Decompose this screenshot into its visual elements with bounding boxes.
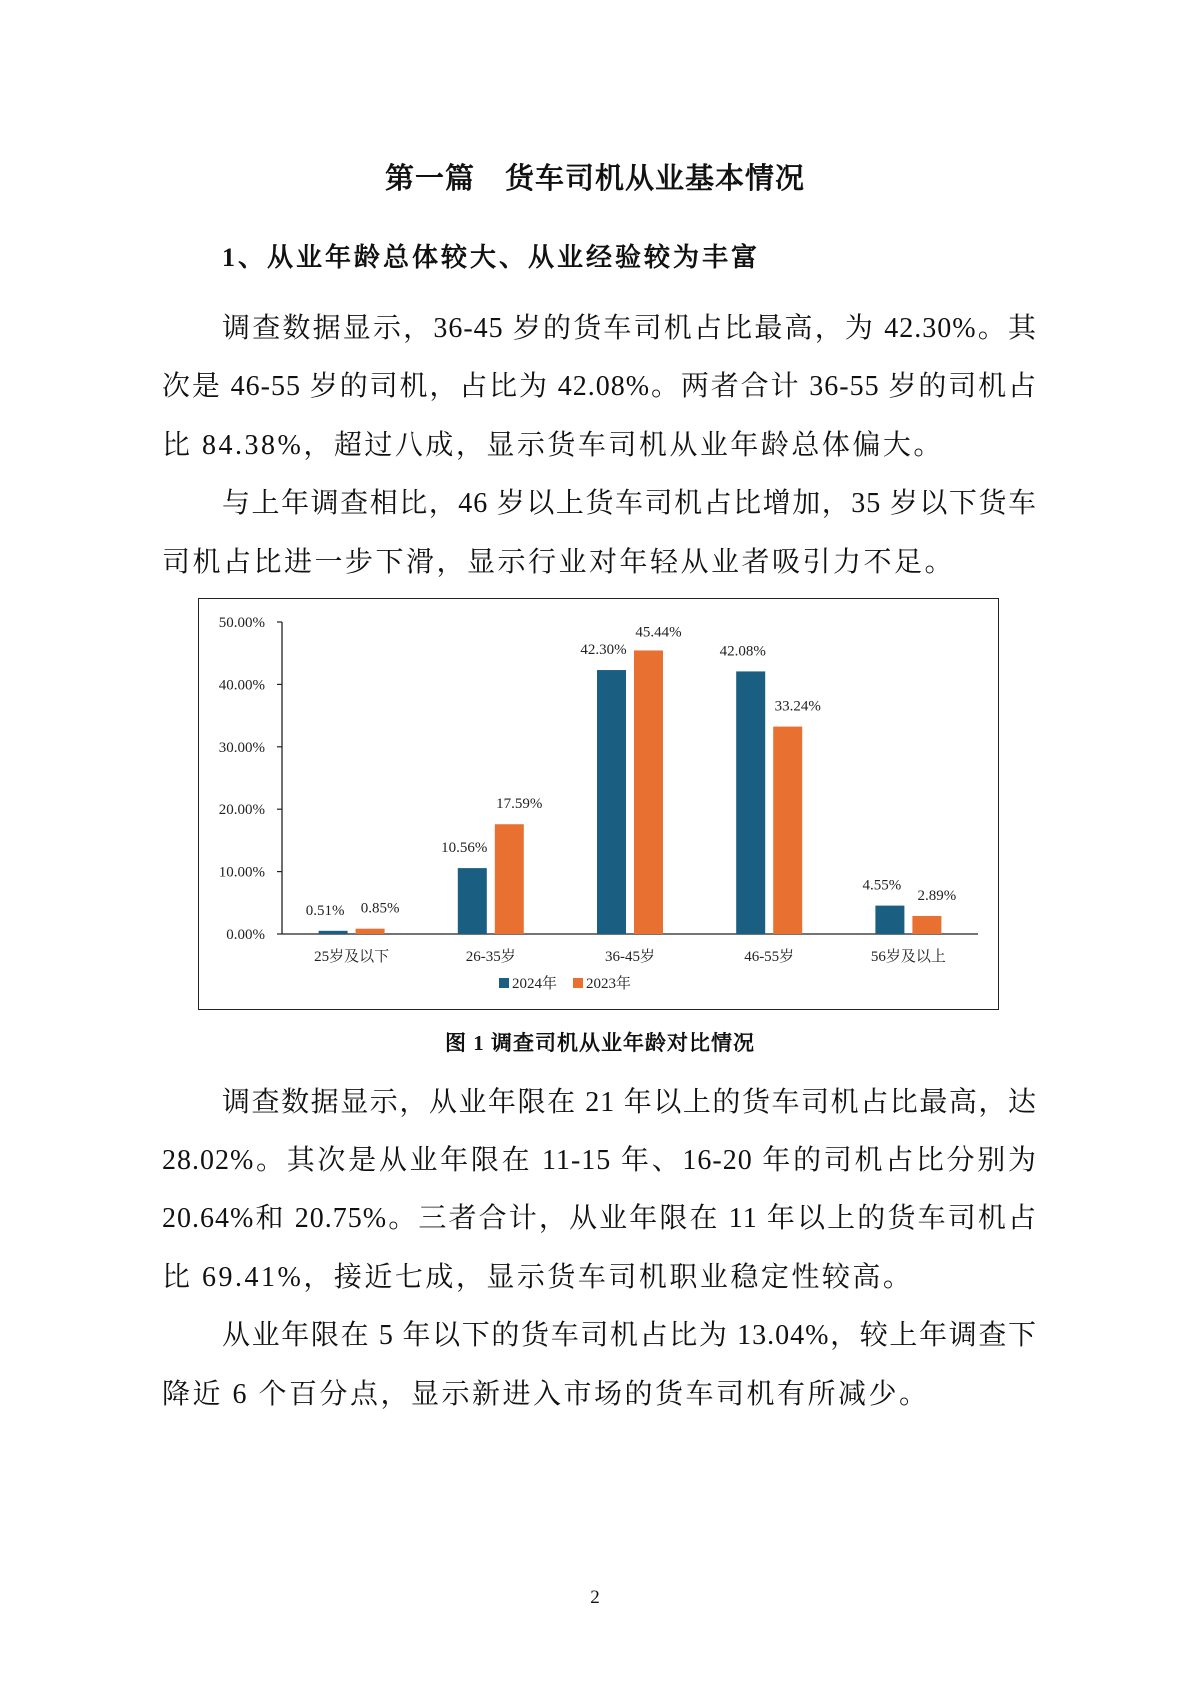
page-number: 2	[590, 1587, 600, 1608]
y-tick-label: 10.00%	[218, 864, 265, 881]
paragraph-line: 28.02%。其次是从业年限在 11-15 年、16-20 年的司机占比分别为	[162, 1145, 1037, 1176]
y-tick-label: 50.00%	[218, 615, 265, 631]
legend-label: 2024年	[512, 976, 558, 992]
bar-2023年	[495, 824, 524, 934]
paragraph-line: 从业年限在 5 年以下的货车司机占比为 13.04%，较上年调查下	[222, 1320, 1037, 1351]
age-comparison-chart	[198, 598, 999, 1010]
paragraph-line: 比 69.41%，接近七成，显示货车司机职业稳定性较高。	[162, 1262, 914, 1293]
paragraph-line: 比 84.38%，超过八成，显示货车司机从业年龄总体偏大。	[162, 430, 944, 461]
data-label: 0.85%	[360, 900, 400, 917]
x-tick-label: 25岁及以下	[314, 949, 390, 965]
data-label: 42.30%	[580, 642, 627, 659]
data-label: 4.55%	[862, 877, 902, 894]
paragraph-line: 与上年调查相比，46 岁以上货车司机占比增加，35 岁以下货车	[222, 488, 1037, 519]
data-label: 0.51%	[305, 902, 345, 919]
bar-2023年	[912, 916, 941, 934]
paragraph-line: 调查数据显示，36-45 岁的货车司机占比最高，为 42.30%。其	[222, 313, 1037, 344]
bar-2024年	[458, 868, 487, 934]
paragraph-line: 次是 46-55 岁的司机，占比为 42.08%。两者合计 36-55 岁的司机占	[162, 371, 1037, 402]
data-label: 45.44%	[635, 624, 682, 641]
bar-2024年	[736, 671, 765, 934]
x-tick-label: 46-55岁	[744, 949, 795, 965]
bar-2023年	[773, 727, 802, 934]
bar-2024年	[597, 670, 626, 934]
paragraph-line: 降近 6 个百分点，显示新进入市场的货车司机有所减少。	[162, 1379, 930, 1410]
data-label: 10.56%	[441, 840, 488, 857]
bar-2024年	[875, 906, 904, 934]
legend-label: 2023年	[586, 976, 632, 992]
bar-2023年	[634, 650, 663, 934]
figure-caption: 图 1 调查司机从业年龄对比情况	[445, 1031, 755, 1055]
bar-2024年	[319, 931, 348, 934]
paragraph-line: 司机占比进一步下滑，显示行业对年轻从业者吸引力不足。	[162, 547, 956, 578]
x-tick-label: 56岁及以上	[870, 949, 946, 965]
page-title: 第一篇 货车司机从业基本情况	[384, 161, 805, 195]
x-tick-label: 36-45岁	[605, 949, 655, 965]
y-tick-label: 40.00%	[218, 677, 265, 694]
y-tick-label: 20.00%	[218, 802, 265, 819]
paragraph-line: 调查数据显示，从业年限在 21 年以上的货车司机占比最高，达	[222, 1087, 1037, 1118]
section-heading: 1、从业年龄总体较大、从业经验较为丰富	[222, 243, 761, 272]
legend-swatch	[499, 978, 509, 988]
data-label: 33.24%	[774, 698, 821, 715]
x-tick-label: 26-35岁	[465, 949, 516, 965]
data-label: 2.89%	[917, 887, 957, 904]
y-tick-label: 30.00%	[218, 739, 265, 756]
y-tick-label: 0.00%	[226, 927, 265, 943]
legend-swatch	[573, 978, 583, 988]
data-label: 17.59%	[496, 796, 543, 813]
data-label: 42.08%	[719, 643, 766, 660]
paragraph-line: 20.64%和 20.75%。三者合计，从业年限在 11 年以上的货车司机占	[162, 1203, 1037, 1234]
chart-svg	[199, 599, 998, 1009]
bar-2023年	[356, 929, 385, 934]
